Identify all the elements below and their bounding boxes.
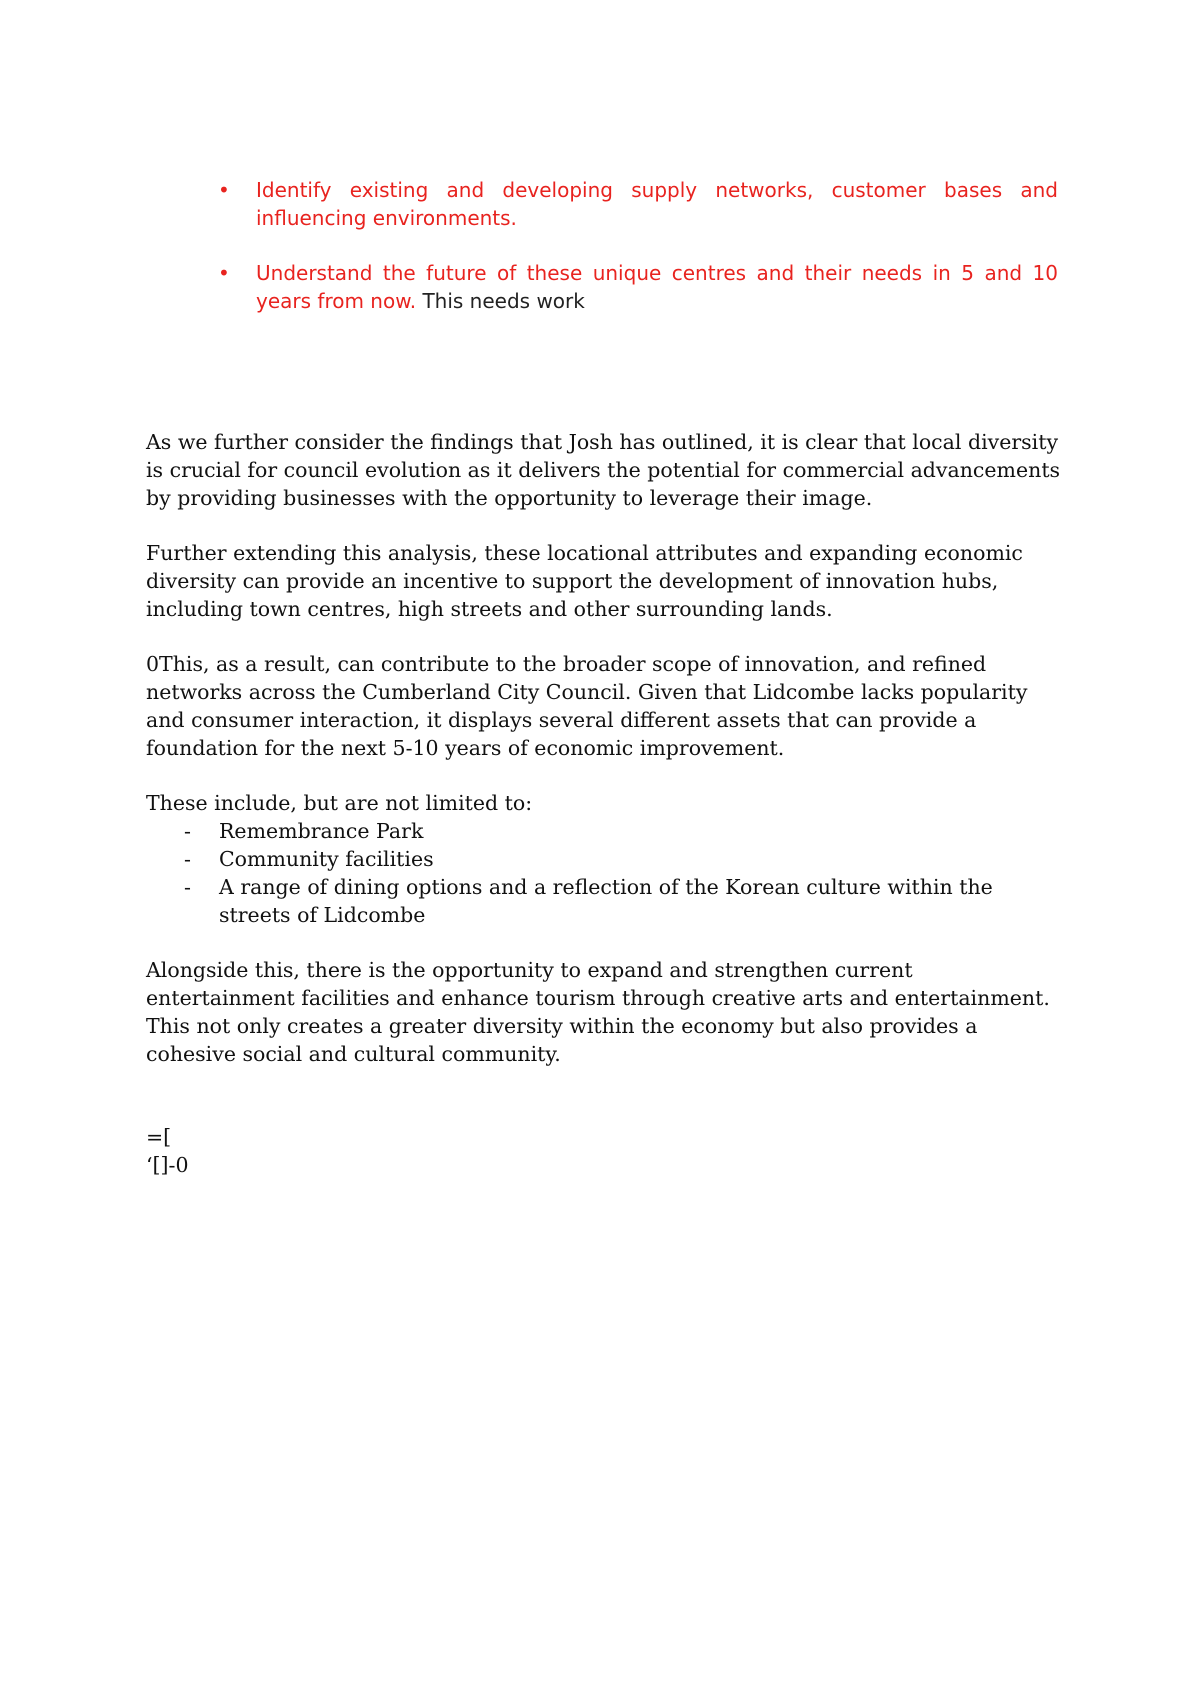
bullet-marker: • (218, 261, 230, 285)
list-item-text: A range of dining options and a reflection of the Korean culture within the streets of Lidcombe (219, 875, 993, 927)
dash-marker: - (184, 819, 191, 843)
bullet-marker: • (218, 178, 230, 202)
paragraph: Alongside this, there is the opportunity to expand and strengthen current entertainment facilities and enhance tourism through creative arts and entertainment. This not only creates a greater diversity within the economy but also provides a cohesive social and cultural community. (146, 958, 1050, 1066)
paragraph: Further extending this analysis, these locational attributes and expanding economic diversity can provide an incentive to support the development of innovation hubs, including town centres, high streets and other surrounding lands. (146, 541, 1023, 621)
red-bullet-list (218, 176, 1058, 342)
body-text (146, 428, 1066, 1179)
dash-list (146, 817, 1066, 929)
stray-line: =[ (146, 1125, 172, 1149)
list-item-text: Community facilities (219, 847, 434, 871)
bullet-text: Understand the future of these unique centres and their needs in 5 and 10 years from now. (256, 261, 1058, 313)
list-item (146, 845, 1066, 873)
bullet-text: Identify existing and developing supply networks, customer bases and influencing environments. (256, 178, 1058, 230)
stray-characters (146, 1123, 1066, 1179)
bullet-item (218, 176, 1058, 232)
dash-marker: - (184, 847, 191, 871)
bullet-item (218, 259, 1058, 315)
list-item-text: Remembrance Park (219, 819, 424, 843)
editor-note: This needs work (422, 289, 585, 313)
paragraph: As we further consider the findings that Josh has outlined, it is clear that local diversity is crucial for council evolution as it delivers the potential for commercial advancements by providing businesses with the opportunity to leverage their image. (146, 430, 1061, 510)
list-item (146, 873, 1066, 929)
dash-marker: - (184, 875, 191, 899)
list-item (146, 817, 1066, 845)
list-intro: These include, but are not limited to: (146, 791, 533, 815)
stray-line: ‘[]-0 (146, 1153, 189, 1177)
paragraph: 0This, as a result, can contribute to the broader scope of innovation, and refined networks across the Cumberland City Council. Given that Lidcombe lacks popularity and consumer interaction, it displays several different assets that can provide a foundation for the next 5-10 years of economic improvement. (146, 652, 1028, 760)
